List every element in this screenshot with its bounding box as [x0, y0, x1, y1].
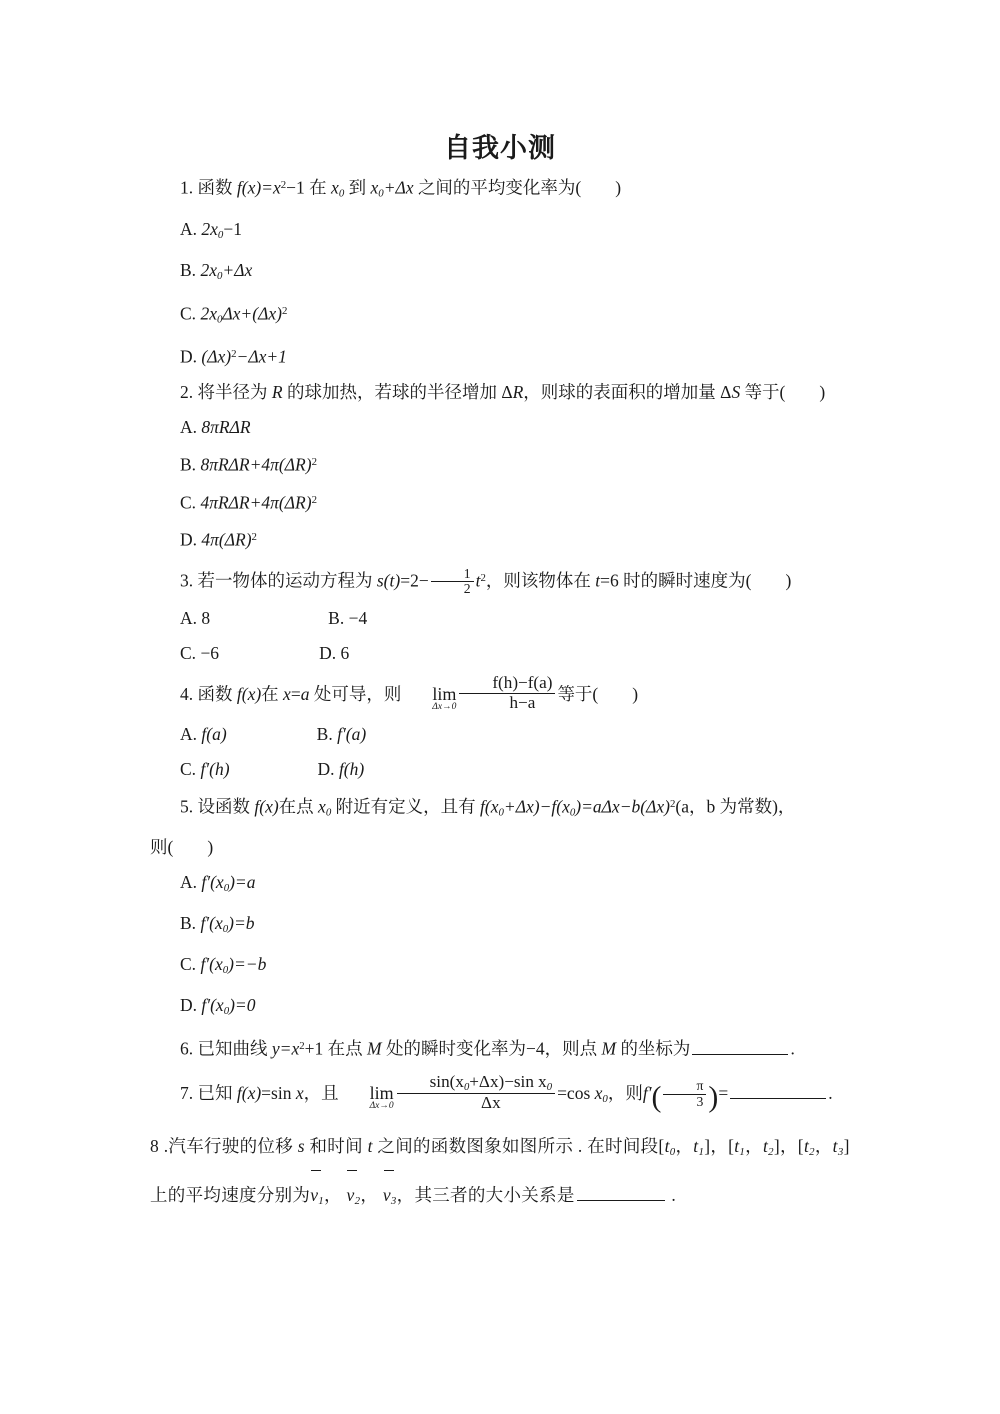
question-2: [150, 375, 870, 558]
q8-v2: v: [346, 1185, 355, 1206]
q2-optC-label: C.: [180, 492, 197, 513]
question-1-option-a[interactable]: [150, 212, 870, 253]
q7-arg-numerator: π: [663, 1079, 706, 1095]
q3-sup-2: 2: [480, 571, 486, 584]
q8-v1-sub: 1: [318, 1195, 325, 1208]
q5-optB-b: )=b: [228, 913, 255, 934]
q6-var-y: y: [271, 1039, 280, 1060]
q1-text-c: =x: [261, 177, 281, 198]
q8-v3-sub: 3: [390, 1195, 397, 1208]
q2-number: 2.: [180, 382, 194, 403]
q8-avg-velocity-2: [347, 1173, 361, 1222]
q8-t2b-sub: 2: [809, 1146, 815, 1159]
question-2-stem: [150, 375, 870, 410]
q1-optC-label: C.: [180, 303, 197, 324]
q2-optA-text: 8πRΔR: [201, 417, 251, 438]
q7-left-paren: (: [651, 1080, 662, 1114]
question-1-option-d[interactable]: [150, 337, 870, 375]
q3-text-a: 若一物体的运动方程为: [197, 570, 377, 591]
q4-var-a: a: [300, 683, 310, 704]
q4-text-d: 处可导，则: [309, 683, 402, 704]
q5-optC-sub: 0: [222, 964, 229, 977]
q5-optD-b: )=0: [229, 995, 256, 1016]
q1-optA-sub: 0: [217, 228, 224, 241]
q2-var-S: S: [731, 382, 741, 403]
question-4-option-c[interactable]: [180, 759, 230, 779]
q2-text-e: ): [819, 382, 826, 403]
q8-text-d: ，: [675, 1136, 694, 1157]
q3-optD-label: D.: [319, 642, 337, 663]
q8-text-i: ]: [843, 1136, 850, 1157]
q2-optC-a: 4πRΔR+4π(ΔR): [200, 492, 312, 513]
questions-container: [150, 168, 870, 1222]
q5-optD-a: f′(x: [201, 995, 224, 1016]
q4-optB-label: B.: [316, 723, 333, 744]
question-6: [150, 1029, 870, 1067]
q3-optB-label: B.: [328, 607, 345, 628]
q1-optB-b: +Δx: [222, 259, 253, 280]
q8-t1-sub: 1: [698, 1146, 705, 1159]
q2-optD-label: D.: [180, 529, 198, 550]
q1-optA-b: −1: [223, 218, 242, 239]
q5-optD-sub: 0: [223, 1005, 230, 1018]
q7-frac-num-a: sin(x: [429, 1071, 464, 1091]
q3-func: s(t): [376, 570, 401, 591]
q7-func: f(x): [236, 1083, 262, 1104]
q5-text-a: 设函数: [197, 796, 255, 817]
q1-text-f: +Δx: [383, 177, 414, 198]
q7-right-paren: ): [708, 1080, 719, 1114]
question-2-option-b[interactable]: [150, 445, 870, 483]
q6-text-f: .: [790, 1039, 795, 1060]
q4-text-a: 函数: [197, 683, 237, 704]
q6-text-b: =x: [279, 1039, 300, 1060]
question-8: [150, 1125, 870, 1222]
question-3-option-d[interactable]: [289, 636, 349, 671]
q3-frac-denominator: 2: [463, 581, 471, 597]
q4-text-b: 在: [261, 683, 284, 704]
q4-optB-text: f′(a): [337, 723, 367, 744]
q2-optB-label: B.: [180, 454, 197, 475]
q8-t3-sub: 3: [837, 1146, 844, 1159]
q1-sub-0: 0: [338, 187, 345, 200]
q3-frac-numerator: 1: [431, 567, 474, 583]
question-3-stem: [150, 558, 870, 601]
q4-optD-text: f(h): [338, 758, 365, 779]
q2-var-R2: R: [512, 382, 524, 403]
q5-optA-label: A.: [180, 872, 198, 893]
q3-optA-text: 8: [201, 607, 211, 628]
q5-line2-close: ): [207, 837, 214, 858]
q2-var-R: R: [271, 382, 283, 403]
q8-sep-2: ，: [360, 1185, 379, 1206]
q7-fprime: f′: [642, 1083, 652, 1104]
q1-optC-sup: 2: [281, 304, 288, 317]
q8-avg-velocity-1: [310, 1173, 324, 1222]
q8-t1: t: [693, 1136, 699, 1157]
q7-frac-num-sub2: 0: [546, 1081, 553, 1093]
q8-t2: t: [762, 1136, 769, 1157]
q1-optD-sup: 2: [231, 348, 237, 361]
q7-limit-operator: [340, 1083, 394, 1112]
q4-number: 4.: [180, 683, 194, 704]
q4-func: f(x): [236, 683, 262, 704]
q8-t2-sub: 2: [768, 1146, 774, 1159]
question-1-option-c[interactable]: [150, 294, 870, 338]
q1-number: 1.: [180, 177, 194, 198]
q3-text-b: =2−: [400, 570, 429, 591]
q1-optC-b: Δx+(Δx): [222, 303, 282, 324]
q7-lim-label: lim: [369, 1083, 394, 1104]
q6-text-e: 的坐标为: [616, 1039, 691, 1060]
q7-frac-numerator: [397, 1073, 555, 1094]
q5-optA-sub: 0: [223, 882, 230, 895]
q5-optB-label: B.: [180, 913, 197, 934]
q5-optC-label: C.: [180, 954, 197, 975]
question-4-option-a[interactable]: [180, 724, 227, 744]
q2-optD-sup: 2: [251, 531, 257, 544]
q8-line2-a: 上的平均速度分别为: [150, 1185, 311, 1206]
q5-expr-sub0b: 0: [569, 806, 576, 819]
q3-text-d: =6 时的瞬时速度为(: [600, 570, 752, 591]
q4-text-c: =: [290, 683, 301, 704]
q7-frac-num-b: +Δx)−sin x: [469, 1071, 547, 1091]
q7-arg-denominator: 3: [696, 1093, 704, 1109]
q1-optD-b: −Δx+1: [236, 347, 287, 368]
question-1-stem: [150, 168, 870, 212]
q5-expr-sub0: 0: [498, 806, 504, 819]
q1-sub-0b: 0: [378, 187, 384, 200]
q6-var-M: M: [367, 1039, 382, 1060]
question-5-option-b[interactable]: [150, 906, 870, 947]
q2-optB-a: 8πRΔR+4π(ΔR): [200, 454, 312, 475]
q8-t0: t: [664, 1136, 670, 1157]
q4-fraction: [459, 674, 555, 712]
q7-sub-0: 0: [602, 1093, 608, 1106]
q4-text-f: ): [632, 683, 639, 704]
q3-var-t2: t: [595, 570, 601, 591]
q8-sep-1: ，: [324, 1185, 342, 1206]
q8-text-g: ]，[: [773, 1136, 804, 1157]
q2-text-c: ，则球的表面积的增加量 Δ: [523, 382, 732, 403]
q5-optC-b: )=−b: [228, 954, 267, 975]
question-4-options-row-1: [150, 717, 870, 752]
q1-text-d: −1 在: [286, 177, 332, 198]
q7-lim-subscript: Δx→0: [369, 1101, 394, 1112]
q2-optB-sup: 2: [311, 456, 317, 469]
q1-sup-2: 2: [280, 179, 287, 191]
question-8-stem-line-2: [150, 1173, 870, 1222]
q1-optB-sub: 0: [216, 269, 223, 282]
q8-line2-b: ，其三者的大小关系是: [396, 1185, 575, 1206]
q5-sub-0: 0: [325, 806, 332, 819]
q4-lim-subscript: Δx→0: [432, 701, 457, 712]
q7-number: 7.: [180, 1083, 194, 1104]
q5-number: 5.: [180, 796, 194, 817]
q1-var-x0: x: [331, 177, 339, 198]
page-title: 自我小测: [444, 133, 556, 164]
question-2-option-c[interactable]: [150, 483, 870, 521]
question-5-option-c[interactable]: [150, 947, 870, 988]
q4-optD-label: D.: [317, 758, 335, 779]
q7-text-b: =sin: [261, 1083, 296, 1104]
q7-frac-num-sub: 0: [463, 1081, 470, 1093]
q5-optB-sub: 0: [222, 923, 229, 936]
q7-argument-fraction: [663, 1079, 706, 1110]
question-7: [150, 1067, 870, 1125]
q3-optD-text: 6: [340, 642, 350, 663]
q5-optD-label: D.: [180, 995, 198, 1016]
q3-number: 3.: [180, 570, 194, 591]
q5-func: f(x): [254, 796, 279, 817]
q3-optB-text: −4: [348, 607, 368, 628]
q4-optC-text: f′(h): [200, 758, 230, 779]
q8-line2-c: .: [671, 1185, 677, 1206]
q4-lim-label: lim: [432, 683, 457, 704]
q8-var-s: s: [297, 1136, 305, 1157]
q5-optA-a: f′(x: [201, 872, 224, 893]
question-5: [150, 787, 870, 1030]
q7-text-e: ，则: [607, 1083, 643, 1104]
q5-expr-c: )=aΔx−b(Δx): [575, 796, 670, 817]
question-5-stem-line-1: [150, 787, 870, 831]
q1-text-a: 函数: [197, 177, 233, 198]
q3-optA-label: A.: [180, 607, 198, 628]
q8-text-f: ，: [745, 1136, 763, 1157]
question-2-option-a[interactable]: [150, 410, 870, 445]
question-5-option-a[interactable]: [150, 865, 870, 906]
q5-text-c: 附近有定义，且有: [331, 796, 480, 817]
q1-optB-label: B.: [180, 259, 197, 280]
q8-avg-velocity-3: [383, 1173, 397, 1222]
q8-text-b: 和时间: [304, 1136, 368, 1157]
q7-text-c: ，且: [303, 1083, 339, 1104]
q2-text-b: 的球加热，若球的半径增加 Δ: [282, 382, 513, 403]
question-2-option-d[interactable]: [150, 520, 870, 558]
q4-optA-text: f(a): [201, 723, 227, 744]
q2-optA-label: A.: [180, 417, 198, 438]
q4-frac-numerator: f(h)−f(a): [459, 674, 555, 694]
q1-optD-label: D.: [180, 347, 198, 368]
question-3-option-c[interactable]: [180, 643, 219, 663]
q3-optC-label: C.: [180, 642, 197, 663]
q8-t1b: t: [734, 1136, 740, 1157]
q1-optA-a: 2x: [201, 218, 218, 239]
q1-optA-label: A.: [180, 218, 198, 239]
question-8-stem-line-1: [150, 1125, 870, 1173]
q6-text-a: 已知曲线: [197, 1039, 272, 1060]
q5-line2-text: 则(: [150, 837, 174, 858]
q1-optC-a: 2x: [200, 303, 217, 324]
q5-expr-a: f(x: [480, 796, 499, 817]
q7-var-x0: x: [594, 1083, 603, 1104]
q6-text-d: 处的瞬时变化率为−4，则点: [381, 1039, 602, 1060]
q1-text-g: 之间的平均变化率为(: [413, 177, 582, 198]
q5-text-b: 在点: [278, 796, 319, 817]
question-3-options-row-2: [150, 636, 870, 671]
question-4-option-b[interactable]: [287, 717, 367, 752]
question-1-option-b[interactable]: [150, 253, 870, 294]
q4-optA-label: A.: [180, 723, 198, 744]
q2-text-d: 等于(: [740, 382, 786, 403]
q4-limit-operator: [402, 683, 457, 712]
q1-func: f(x): [236, 177, 262, 198]
q2-optD-a: 4π(ΔR): [201, 529, 252, 550]
question-4-options-row-2: [150, 752, 870, 787]
question-5-stem-line-2: [150, 830, 870, 865]
question-3-options-row-1: [150, 601, 870, 636]
q7-frac-denominator: Δx: [481, 1093, 501, 1113]
q3-text-e: ): [785, 570, 792, 591]
q8-number: 8 .: [150, 1136, 169, 1157]
q5-expr-sup2: 2: [669, 797, 676, 810]
q6-answer-blank[interactable]: [692, 1040, 788, 1055]
q8-v2-sub: 2: [354, 1195, 361, 1208]
q8-text-c: 之间的函数图象如图所示 . 在时间段[: [372, 1136, 665, 1157]
q8-text-h: ，: [814, 1136, 833, 1157]
q8-t2b: t: [803, 1136, 810, 1157]
question-4: [150, 671, 870, 787]
q7-var-x: x: [295, 1083, 304, 1104]
q8-v3: v: [382, 1185, 391, 1206]
q8-t1b-sub: 1: [739, 1146, 746, 1159]
q1-optC-sub: 0: [216, 313, 223, 326]
q3-var-t: t: [475, 570, 481, 591]
question-3: [150, 558, 870, 671]
q3-fraction-half: [431, 567, 474, 598]
q1-optD-a: (Δx): [201, 347, 232, 368]
q7-text-g: .: [828, 1083, 833, 1104]
q4-text-e: 等于(: [557, 683, 599, 704]
q6-number: 6.: [180, 1039, 194, 1060]
question-3-option-b[interactable]: [298, 601, 367, 636]
q7-fraction: [397, 1073, 555, 1113]
q2-text-a: 将半径为: [197, 382, 272, 403]
q8-var-t: t: [367, 1136, 373, 1157]
question-1: [150, 168, 870, 375]
q5-optA-b: )=a: [229, 872, 256, 893]
q7-answer-blank[interactable]: [730, 1084, 826, 1099]
question-4-stem: [150, 671, 870, 717]
q1-text-h: ): [615, 177, 622, 198]
q5-optB-a: f′(x: [200, 913, 223, 934]
q1-var-x0b: x: [370, 177, 379, 198]
q5-var-x0: x: [318, 796, 326, 817]
q4-optC-label: C.: [180, 758, 197, 779]
q2-optC-sup: 2: [311, 493, 317, 506]
q7-text-a: 已知: [197, 1083, 237, 1104]
q5-expr-d: (a，b 为常数)，: [675, 796, 796, 817]
q4-frac-denominator: h−a: [509, 693, 536, 712]
q6-sup-2: 2: [299, 1040, 305, 1053]
q5-optC-a: f′(x: [200, 954, 223, 975]
q1-text-e: 到: [344, 177, 371, 198]
question-7-stem: [150, 1067, 870, 1125]
q3-text-c: ，则该物体在: [485, 570, 596, 591]
q8-t0-sub: 0: [669, 1146, 676, 1159]
q6-text-c: +1 在点: [304, 1039, 368, 1060]
question-5-option-d[interactable]: [150, 988, 870, 1029]
q8-t3: t: [832, 1136, 838, 1157]
q8-answer-blank[interactable]: [577, 1186, 665, 1201]
q8-text-a: 汽车行驶的位移: [168, 1136, 298, 1157]
q3-optC-text: −6: [200, 642, 220, 663]
q4-var-x: x: [283, 683, 291, 704]
q6-var-M2: M: [601, 1039, 617, 1060]
q7-text-f: =: [718, 1083, 729, 1104]
q8-v1: v: [310, 1185, 319, 1206]
question-4-option-d[interactable]: [288, 752, 365, 787]
q5-expr-b: +Δx)−f(x: [503, 796, 570, 817]
q7-text-d: =cos: [557, 1083, 595, 1104]
question-6-stem: [150, 1029, 870, 1067]
q8-text-e: ]，[: [704, 1136, 735, 1157]
q1-optB-a: 2x: [200, 259, 217, 280]
question-3-option-a[interactable]: [180, 608, 210, 628]
